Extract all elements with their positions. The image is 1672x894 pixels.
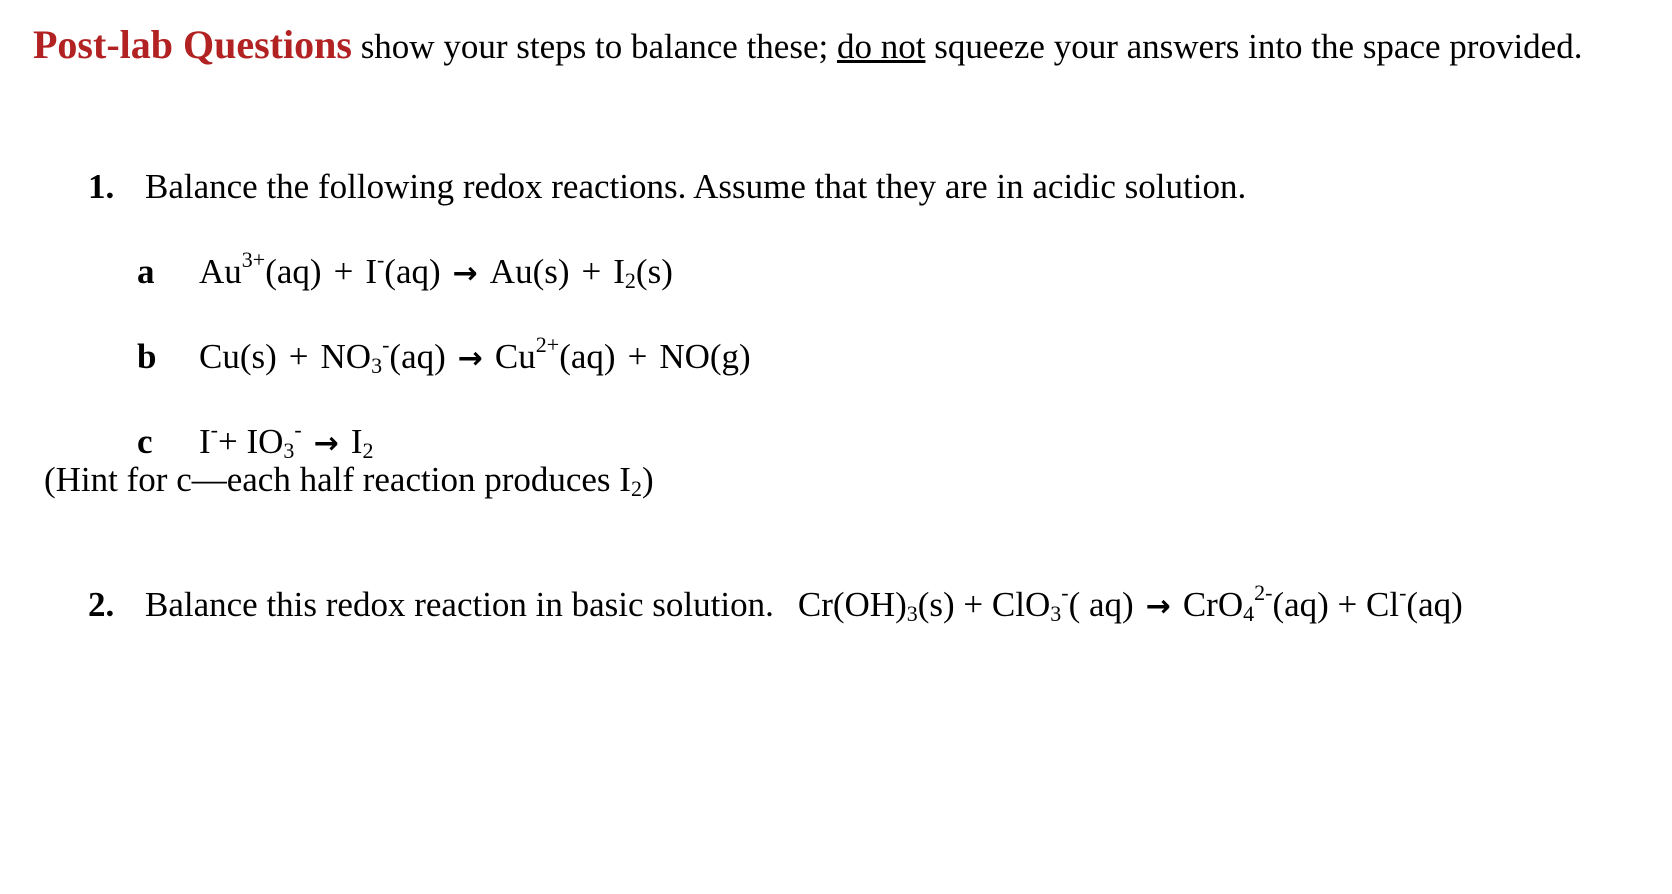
hint-close: ) <box>641 460 654 499</box>
b-no-sub: 3 <box>371 353 383 378</box>
reaction-b-label: b <box>137 337 157 376</box>
hint-sub: 2 <box>630 476 642 501</box>
q2-cro-sub: 4 <box>1243 601 1255 626</box>
c-iodate: + IO <box>217 422 284 461</box>
reaction-arrow-icon: → <box>452 256 478 291</box>
q2-aq-2: (aq) <box>1406 585 1463 624</box>
b-no-gas: NO(g) <box>659 337 751 376</box>
a-au-charge: 3+ <box>241 247 266 272</box>
reaction-b-equation <box>199 332 751 381</box>
q2-cro: CrO <box>1182 585 1244 624</box>
a-au-solid: Au(s) <box>489 252 570 291</box>
c-iodine-sub: 2 <box>362 438 374 463</box>
reaction-a-label: a <box>137 252 155 291</box>
b-no-charge: - <box>382 332 390 357</box>
question-2-text: Balance this redox reaction in basic solution. <box>145 585 774 624</box>
a-aq-1: (aq) <box>265 252 322 291</box>
c-iodide: I <box>199 422 211 461</box>
b-aq-1: (aq) <box>389 337 446 376</box>
reaction-a-equation <box>199 247 673 296</box>
q2-clo-sub: 3 <box>1050 601 1062 626</box>
b-cu-solid: Cu(s) <box>199 337 277 376</box>
reaction-c-label: c <box>137 422 153 461</box>
post-lab-title: Post-lab Questions <box>33 22 352 67</box>
a-solid: (s) <box>635 252 673 291</box>
question-1 <box>88 165 1246 209</box>
a-aq-2: (aq) <box>384 252 441 291</box>
question-2-equation <box>797 580 1463 626</box>
q2-clo: (s) + ClO <box>917 585 1051 624</box>
hint-text: (Hint for c—each half reaction produces I <box>44 460 631 499</box>
intro-paragraph <box>33 22 1593 70</box>
question-2-number: 2. <box>88 585 115 624</box>
intro-text-after: squeeze your answers into the space provided. <box>925 27 1583 66</box>
b-plus-2: + <box>627 337 648 376</box>
reaction-arrow-icon: → <box>457 341 483 376</box>
q2-cro-charge: 2- <box>1254 580 1273 605</box>
a-iodine-sub: 2 <box>624 268 636 293</box>
do-not-underlined: do not <box>836 27 926 66</box>
question-2 <box>88 580 1463 629</box>
a-plus-2: + <box>581 252 602 291</box>
a-iodide-charge: - <box>376 247 385 272</box>
reaction-arrow-icon: → <box>313 426 339 461</box>
q2-croh-sub: 3 <box>906 601 918 626</box>
a-iodide: I <box>365 252 377 291</box>
a-au: Au <box>199 252 242 291</box>
c-iodate-charge: - <box>294 417 302 442</box>
q2-cl: (aq) + Cl <box>1272 585 1400 624</box>
question-1-number: 1. <box>88 167 115 206</box>
c-iodide-charge: - <box>210 417 218 442</box>
a-iodine: I <box>613 252 625 291</box>
intro-text-before: show your steps to balance these; <box>351 27 837 66</box>
q2-clo-charge: - <box>1061 580 1069 605</box>
hint-c <box>44 458 654 502</box>
b-cu-ion: Cu <box>494 337 536 376</box>
q2-croh: Cr(OH) <box>797 585 907 624</box>
c-iodate-sub: 3 <box>283 438 295 463</box>
b-aq-2: (aq) <box>559 337 616 376</box>
b-cu-charge: 2+ <box>535 332 560 357</box>
question-1-text: Balance the following redox reactions. Assume that they are in acidic solution. <box>145 167 1247 206</box>
b-plus-1: + <box>288 337 309 376</box>
reaction-arrow-icon: → <box>1145 589 1171 624</box>
q2-aq-1: ( aq) <box>1068 585 1134 624</box>
q2-cl-charge: - <box>1399 580 1407 605</box>
b-no: NO <box>320 337 372 376</box>
a-plus-1: + <box>333 252 354 291</box>
c-iodine: I <box>350 422 363 461</box>
